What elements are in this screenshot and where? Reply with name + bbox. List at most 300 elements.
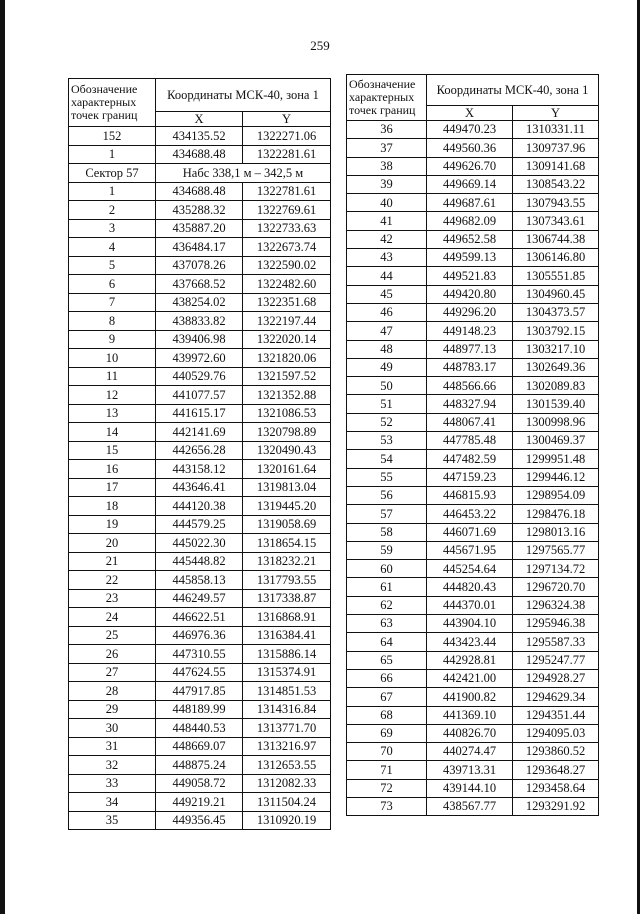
x-coordinate-cell: 449687.61 [427, 194, 513, 212]
table-row [69, 719, 331, 738]
point-number-cell: 46 [347, 303, 427, 321]
point-number-cell: 1 [69, 182, 156, 201]
y-coordinate-cell: 1309737.96 [513, 139, 599, 157]
point-number-cell: 33 [69, 774, 156, 793]
y-column-header: Y [243, 112, 331, 127]
x-coordinate-cell: 448783.17 [427, 358, 513, 376]
table-row [347, 303, 599, 321]
y-coordinate-cell: 1315374.91 [243, 663, 331, 682]
x-coordinate-cell: 447310.55 [156, 645, 243, 664]
table-row [347, 175, 599, 193]
point-number-cell: 11 [69, 367, 156, 386]
y-coordinate-cell: 1320161.64 [243, 460, 331, 479]
x-coordinate-cell: 449296.20 [427, 303, 513, 321]
table-row [69, 330, 331, 349]
table-row [69, 460, 331, 479]
x-coordinate-cell: 441077.57 [156, 386, 243, 405]
x-coordinate-cell: 446453.22 [427, 505, 513, 523]
point-number-cell: 23 [69, 589, 156, 608]
x-coordinate-cell: 446622.51 [156, 608, 243, 627]
y-coordinate-cell: 1296720.70 [513, 578, 599, 596]
sector-azimuth-cell: Набс 338,1 м – 342,5 м [156, 164, 331, 183]
y-coordinate-cell: 1303792.15 [513, 322, 599, 340]
x-coordinate-cell: 439972.60 [156, 349, 243, 368]
table-row [69, 256, 331, 275]
y-coordinate-cell: 1319058.69 [243, 515, 331, 534]
x-column-header: X [156, 112, 243, 127]
point-number-cell: 21 [69, 552, 156, 571]
y-coordinate-cell: 1317338.87 [243, 589, 331, 608]
table-row [347, 651, 599, 669]
x-coordinate-cell: 449560.36 [427, 139, 513, 157]
point-number-cell: 51 [347, 395, 427, 413]
point-number-cell: 53 [347, 432, 427, 450]
x-coordinate-cell: 439713.31 [427, 761, 513, 779]
x-coordinate-cell: 446976.36 [156, 626, 243, 645]
x-coordinate-cell: 442656.28 [156, 441, 243, 460]
table-row [69, 552, 331, 571]
point-number-cell: 4 [69, 238, 156, 257]
y-coordinate-cell: 1294351.44 [513, 706, 599, 724]
x-coordinate-cell: 445858.13 [156, 571, 243, 590]
point-number-cell: 43 [347, 249, 427, 267]
y-coordinate-cell: 1300998.96 [513, 413, 599, 431]
point-number-cell: 68 [347, 706, 427, 724]
table-row [347, 468, 599, 486]
y-coordinate-cell: 1293458.64 [513, 779, 599, 797]
point-number-cell: 40 [347, 194, 427, 212]
table-row [347, 377, 599, 395]
point-number-cell: 30 [69, 719, 156, 738]
x-column-header: X [427, 106, 513, 121]
point-number-cell: 15 [69, 441, 156, 460]
table-row [69, 367, 331, 386]
x-coordinate-cell: 449356.45 [156, 811, 243, 830]
point-number-cell: 61 [347, 578, 427, 596]
table-row [69, 182, 331, 201]
x-coordinate-cell: 448977.13 [427, 340, 513, 358]
y-coordinate-cell: 1310920.19 [243, 811, 331, 830]
y-coordinate-cell: 1315886.14 [243, 645, 331, 664]
table-row [347, 157, 599, 175]
y-coordinate-cell: 1311504.24 [243, 793, 331, 812]
sector-label-cell: Сектор 57 [69, 164, 156, 183]
x-coordinate-cell: 442141.69 [156, 423, 243, 442]
y-coordinate-cell: 1322351.68 [243, 293, 331, 312]
table-row [69, 756, 331, 775]
x-coordinate-cell: 442421.00 [427, 669, 513, 687]
point-number-cell: 49 [347, 358, 427, 376]
table-row [69, 293, 331, 312]
x-coordinate-cell: 446815.93 [427, 486, 513, 504]
point-number-cell: 56 [347, 486, 427, 504]
y-coordinate-cell: 1313771.70 [243, 719, 331, 738]
table-header-row [69, 79, 331, 112]
y-coordinate-cell: 1304373.57 [513, 303, 599, 321]
table-row [347, 322, 599, 340]
table-row [347, 413, 599, 431]
table-header-row [347, 75, 599, 106]
sector-row [69, 164, 331, 183]
point-number-cell: 42 [347, 230, 427, 248]
table-row [69, 682, 331, 701]
y-coordinate-cell: 1312653.55 [243, 756, 331, 775]
point-number-cell: 69 [347, 724, 427, 742]
y-coordinate-cell: 1306744.38 [513, 230, 599, 248]
point-number-cell: 152 [69, 127, 156, 146]
x-coordinate-cell: 443646.41 [156, 478, 243, 497]
x-coordinate-cell: 448566.66 [427, 377, 513, 395]
point-number-cell: 26 [69, 645, 156, 664]
x-coordinate-cell: 445254.64 [427, 560, 513, 578]
point-number-cell: 64 [347, 633, 427, 651]
x-coordinate-cell: 434688.48 [156, 182, 243, 201]
y-coordinate-cell: 1294095.03 [513, 724, 599, 742]
table-row [69, 589, 331, 608]
y-coordinate-cell: 1295946.38 [513, 615, 599, 633]
x-coordinate-cell: 443158.12 [156, 460, 243, 479]
point-number-cell: 9 [69, 330, 156, 349]
point-number-cell: 71 [347, 761, 427, 779]
point-number-cell: 31 [69, 737, 156, 756]
coords-system-header: Координаты МСК-40, зона 1 [156, 79, 331, 112]
point-number-cell: 44 [347, 267, 427, 285]
x-coordinate-cell: 445448.82 [156, 552, 243, 571]
x-coordinate-cell: 440826.70 [427, 724, 513, 742]
scan-border-left [0, 0, 5, 914]
x-coordinate-cell: 434688.48 [156, 145, 243, 164]
y-coordinate-cell: 1307343.61 [513, 212, 599, 230]
x-coordinate-cell: 448875.24 [156, 756, 243, 775]
x-coordinate-cell: 435887.20 [156, 219, 243, 238]
point-number-cell: 59 [347, 541, 427, 559]
point-number-cell: 37 [347, 139, 427, 157]
point-number-cell: 60 [347, 560, 427, 578]
coords-system-header: Координаты МСК-40, зона 1 [427, 75, 599, 106]
x-coordinate-cell: 448669.07 [156, 737, 243, 756]
table-row [69, 737, 331, 756]
x-coordinate-cell: 449599.13 [427, 249, 513, 267]
point-number-cell: 17 [69, 478, 156, 497]
x-coordinate-cell: 438567.77 [427, 797, 513, 815]
x-coordinate-cell: 447624.55 [156, 663, 243, 682]
point-number-cell: 66 [347, 669, 427, 687]
x-coordinate-cell: 449420.80 [427, 285, 513, 303]
y-coordinate-cell: 1319813.04 [243, 478, 331, 497]
x-coordinate-cell: 449219.21 [156, 793, 243, 812]
table-row [69, 201, 331, 220]
y-coordinate-cell: 1322281.61 [243, 145, 331, 164]
point-number-cell: 6 [69, 275, 156, 294]
x-coordinate-cell: 438254.02 [156, 293, 243, 312]
point-number-cell: 28 [69, 682, 156, 701]
point-number-cell: 48 [347, 340, 427, 358]
y-coordinate-cell: 1317793.55 [243, 571, 331, 590]
table-row [347, 285, 599, 303]
x-coordinate-cell: 444120.38 [156, 497, 243, 516]
table-row [69, 515, 331, 534]
table-row [69, 571, 331, 590]
x-coordinate-cell: 436484.17 [156, 238, 243, 257]
point-number-cell: 58 [347, 523, 427, 541]
y-coordinate-cell: 1297565.77 [513, 541, 599, 559]
table-row [347, 669, 599, 687]
point-number-cell: 41 [347, 212, 427, 230]
x-coordinate-cell: 447482.59 [427, 450, 513, 468]
table-row [347, 432, 599, 450]
x-coordinate-cell: 448189.99 [156, 700, 243, 719]
table-row [347, 212, 599, 230]
table-row [347, 797, 599, 815]
point-number-cell: 38 [347, 157, 427, 175]
y-coordinate-cell: 1302649.36 [513, 358, 599, 376]
x-coordinate-cell: 447785.48 [427, 432, 513, 450]
table-row [347, 450, 599, 468]
y-coordinate-cell: 1322590.02 [243, 256, 331, 275]
y-coordinate-cell: 1299446.12 [513, 468, 599, 486]
point-number-cell: 20 [69, 534, 156, 553]
table-row [347, 395, 599, 413]
y-coordinate-cell: 1314851.53 [243, 682, 331, 701]
point-number-cell: 16 [69, 460, 156, 479]
y-coordinate-cell: 1305551.85 [513, 267, 599, 285]
point-number-cell: 70 [347, 743, 427, 761]
table-row [347, 249, 599, 267]
point-number-cell: 36 [347, 121, 427, 139]
y-coordinate-cell: 1318654.15 [243, 534, 331, 553]
table-row [347, 724, 599, 742]
y-coordinate-cell: 1299951.48 [513, 450, 599, 468]
point-number-cell: 57 [347, 505, 427, 523]
y-coordinate-cell: 1294928.27 [513, 669, 599, 687]
x-coordinate-cell: 449652.58 [427, 230, 513, 248]
table-row [347, 615, 599, 633]
x-coordinate-cell: 437668.52 [156, 275, 243, 294]
point-number-cell: 73 [347, 797, 427, 815]
point-number-cell: 2 [69, 201, 156, 220]
point-number-cell: 67 [347, 688, 427, 706]
point-number-cell: 10 [69, 349, 156, 368]
table-row [69, 127, 331, 146]
point-number-cell: 65 [347, 651, 427, 669]
x-coordinate-cell: 438833.82 [156, 312, 243, 331]
x-coordinate-cell: 448067.41 [427, 413, 513, 431]
point-number-cell: 63 [347, 615, 427, 633]
point-number-cell: 5 [69, 256, 156, 275]
x-coordinate-cell: 449058.72 [156, 774, 243, 793]
y-column-header: Y [513, 106, 599, 121]
point-number-cell: 1 [69, 145, 156, 164]
y-coordinate-cell: 1293860.52 [513, 743, 599, 761]
table-row [69, 774, 331, 793]
table-row [347, 578, 599, 596]
y-coordinate-cell: 1322781.61 [243, 182, 331, 201]
point-number-cell: 29 [69, 700, 156, 719]
coordinates-table-right [346, 74, 599, 816]
x-coordinate-cell: 447159.23 [427, 468, 513, 486]
table-row [69, 238, 331, 257]
x-coordinate-cell: 437078.26 [156, 256, 243, 275]
point-number-cell: 52 [347, 413, 427, 431]
table-row [69, 423, 331, 442]
point-number-cell: 72 [347, 779, 427, 797]
x-coordinate-cell: 444579.25 [156, 515, 243, 534]
point-number-cell: 3 [69, 219, 156, 238]
table-row [69, 478, 331, 497]
x-coordinate-cell: 449626.70 [427, 157, 513, 175]
table-row [69, 626, 331, 645]
point-number-cell: 8 [69, 312, 156, 331]
table-row [347, 505, 599, 523]
x-coordinate-cell: 445022.30 [156, 534, 243, 553]
table-row [69, 811, 331, 830]
table-row [347, 523, 599, 541]
y-coordinate-cell: 1304960.45 [513, 285, 599, 303]
y-coordinate-cell: 1302089.83 [513, 377, 599, 395]
point-number-cell: 18 [69, 497, 156, 516]
x-coordinate-cell: 442928.81 [427, 651, 513, 669]
table-row [347, 633, 599, 651]
table-row [347, 596, 599, 614]
x-coordinate-cell: 449521.83 [427, 267, 513, 285]
table-row [69, 145, 331, 164]
point-number-cell: 13 [69, 404, 156, 423]
point-number-cell: 47 [347, 322, 427, 340]
y-coordinate-cell: 1301539.40 [513, 395, 599, 413]
table-row [347, 761, 599, 779]
y-coordinate-cell: 1294629.34 [513, 688, 599, 706]
table-row [347, 340, 599, 358]
y-coordinate-cell: 1321597.52 [243, 367, 331, 386]
y-coordinate-cell: 1321086.53 [243, 404, 331, 423]
point-number-cell: 50 [347, 377, 427, 395]
table-row [347, 779, 599, 797]
y-coordinate-cell: 1300469.37 [513, 432, 599, 450]
x-coordinate-cell: 446249.57 [156, 589, 243, 608]
table-row [69, 700, 331, 719]
x-coordinate-cell: 449148.23 [427, 322, 513, 340]
y-coordinate-cell: 1293648.27 [513, 761, 599, 779]
point-number-cell: 32 [69, 756, 156, 775]
x-coordinate-cell: 441900.82 [427, 688, 513, 706]
x-coordinate-cell: 445671.95 [427, 541, 513, 559]
x-coordinate-cell: 449669.14 [427, 175, 513, 193]
y-coordinate-cell: 1322733.63 [243, 219, 331, 238]
y-coordinate-cell: 1320490.43 [243, 441, 331, 460]
table-row [347, 706, 599, 724]
y-coordinate-cell: 1322482.60 [243, 275, 331, 294]
y-coordinate-cell: 1322271.06 [243, 127, 331, 146]
x-coordinate-cell: 446071.69 [427, 523, 513, 541]
table-row [69, 275, 331, 294]
point-number-cell: 27 [69, 663, 156, 682]
table-row [69, 793, 331, 812]
point-number-cell: 34 [69, 793, 156, 812]
y-coordinate-cell: 1322020.14 [243, 330, 331, 349]
y-coordinate-cell: 1310331.11 [513, 121, 599, 139]
point-number-cell: 12 [69, 386, 156, 405]
point-number-cell: 24 [69, 608, 156, 627]
designation-header: Обозначение характерных точек границ [347, 75, 427, 121]
table-row [69, 404, 331, 423]
x-coordinate-cell: 435288.32 [156, 201, 243, 220]
y-coordinate-cell: 1321352.88 [243, 386, 331, 405]
y-coordinate-cell: 1314316.84 [243, 700, 331, 719]
point-number-cell: 19 [69, 515, 156, 534]
y-coordinate-cell: 1312082.33 [243, 774, 331, 793]
table-row [69, 534, 331, 553]
table-row [347, 486, 599, 504]
table-row [69, 608, 331, 627]
y-coordinate-cell: 1320798.89 [243, 423, 331, 442]
y-coordinate-cell: 1308543.22 [513, 175, 599, 193]
point-number-cell: 54 [347, 450, 427, 468]
table-row [347, 267, 599, 285]
y-coordinate-cell: 1295247.77 [513, 651, 599, 669]
y-coordinate-cell: 1318232.21 [243, 552, 331, 571]
point-number-cell: 25 [69, 626, 156, 645]
y-coordinate-cell: 1293291.92 [513, 797, 599, 815]
table-row [347, 541, 599, 559]
y-coordinate-cell: 1316384.41 [243, 626, 331, 645]
y-coordinate-cell: 1295587.33 [513, 633, 599, 651]
table-row [69, 497, 331, 516]
point-number-cell: 39 [347, 175, 427, 193]
designation-header: Обозначение характерных точек границ [69, 79, 156, 127]
x-coordinate-cell: 449682.09 [427, 212, 513, 230]
y-coordinate-cell: 1309141.68 [513, 157, 599, 175]
x-coordinate-cell: 440529.76 [156, 367, 243, 386]
x-coordinate-cell: 444370.01 [427, 596, 513, 614]
page-number: 259 [310, 38, 330, 53]
y-coordinate-cell: 1298476.18 [513, 505, 599, 523]
y-coordinate-cell: 1316868.91 [243, 608, 331, 627]
table-row [347, 560, 599, 578]
y-coordinate-cell: 1313216.97 [243, 737, 331, 756]
point-number-cell: 7 [69, 293, 156, 312]
y-coordinate-cell: 1319445.20 [243, 497, 331, 516]
table-row [347, 194, 599, 212]
table-row [69, 386, 331, 405]
point-number-cell: 62 [347, 596, 427, 614]
table-row [347, 688, 599, 706]
x-coordinate-cell: 434135.52 [156, 127, 243, 146]
x-coordinate-cell: 439144.10 [427, 779, 513, 797]
point-number-cell: 45 [347, 285, 427, 303]
table-row [347, 121, 599, 139]
point-number-cell: 35 [69, 811, 156, 830]
y-coordinate-cell: 1296324.38 [513, 596, 599, 614]
y-coordinate-cell: 1297134.72 [513, 560, 599, 578]
table-row [69, 349, 331, 368]
point-number-cell: 14 [69, 423, 156, 442]
table-row [347, 230, 599, 248]
x-coordinate-cell: 443423.44 [427, 633, 513, 651]
y-coordinate-cell: 1322197.44 [243, 312, 331, 331]
y-coordinate-cell: 1307943.55 [513, 194, 599, 212]
y-coordinate-cell: 1322673.74 [243, 238, 331, 257]
x-coordinate-cell: 449470.23 [427, 121, 513, 139]
table-row [69, 645, 331, 664]
x-coordinate-cell: 441369.10 [427, 706, 513, 724]
x-coordinate-cell: 447917.85 [156, 682, 243, 701]
y-coordinate-cell: 1298954.09 [513, 486, 599, 504]
y-coordinate-cell: 1322769.61 [243, 201, 331, 220]
x-coordinate-cell: 443904.10 [427, 615, 513, 633]
table-row [347, 743, 599, 761]
x-coordinate-cell: 448440.53 [156, 719, 243, 738]
x-coordinate-cell: 439406.98 [156, 330, 243, 349]
